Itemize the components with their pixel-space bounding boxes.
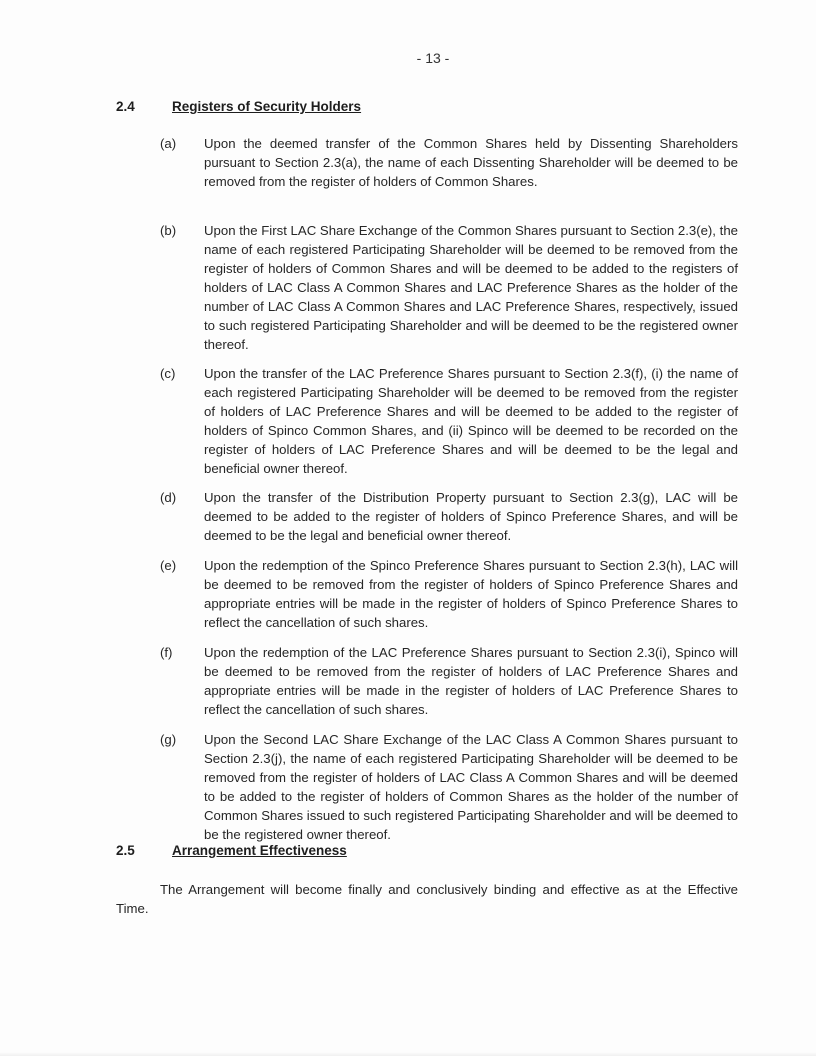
scan-edge	[0, 1052, 816, 1056]
clause-d	[160, 488, 738, 545]
clause-text: Upon the redemption of the Spinco Preference Shares pursuant to Section 2.3(h), LAC will be deemed to be removed from the register of holders of Spinco Preference Shares and appropriate entries will be made in the register of holders of Spinco Preference Shares to reflect the cancellation of such shares.	[204, 558, 738, 630]
clause-f	[160, 643, 738, 719]
clause-text: Upon the deemed transfer of the Common Shares held by Dissenting Shareholders pursuant to Section 2.3(a), the name of each Dissenting Shareholder will be deemed to be removed from the register of holders of Common Shares.	[204, 136, 738, 189]
clause-label: (c)	[160, 366, 176, 381]
clause-label: (g)	[160, 732, 177, 747]
clause-text: Upon the redemption of the LAC Preference Shares pursuant to Section 2.3(i), Spinco will be deemed to be removed from the register of holders of LAC Preference Shares and appropriate entries will be made in the register of holders of LAC Preference Shares to reflect the cancellation of such shares.	[204, 645, 738, 717]
clause-a	[160, 134, 738, 191]
clause-c	[160, 364, 738, 478]
page-number: - 13 -	[416, 50, 450, 66]
clause-label: (d)	[160, 490, 177, 505]
clause-g	[160, 730, 738, 844]
clause-e	[160, 556, 738, 632]
clause-text: Upon the transfer of the Distribution Property pursuant to Section 2.3(g), LAC will be deemed to be added to the register of holders of Spinco Preference Shares, and will be deemed to be the legal and beneficial owner thereof.	[204, 490, 738, 543]
section-title: Arrangement Effectiveness	[172, 843, 347, 858]
clause-text: Upon the transfer of the LAC Preference Shares pursuant to Section 2.3(f), (i) the name of each registered Participating Shareholder will be deemed to be removed from the register of holders of LAC Preference Shares and will be deemed to be added to the register of holders of Spinco Common Shares, and (ii) Spinco will be deemed to be recorded on the register of holders of LAC Preference Shares and will be deemed to be the legal and beneficial owner thereof.	[204, 366, 738, 476]
clause-label: (a)	[160, 136, 177, 151]
clause-label: (e)	[160, 558, 177, 573]
clause-b	[160, 221, 738, 354]
section-number: 2.5	[116, 843, 135, 858]
section-heading-2-5	[116, 843, 347, 858]
clause-label: (f)	[160, 645, 173, 660]
clause-text: Upon the First LAC Share Exchange of the Common Shares pursuant to Section 2.3(e), the name of each registered Participating Shareholder will be deemed to be removed from the register of holders of Common Shares and will be deemed to be added to the registers of holders of LAC Class A Common Shares and LAC Preference Shares as the holder of the number of LAC Class A Common Shares and LAC Preference Shares, respectively, issued to such registered Participating Shareholder and will be deemed to be the registered owner thereof.	[204, 223, 738, 352]
clause-label: (b)	[160, 223, 177, 238]
clause-text: Upon the Second LAC Share Exchange of the LAC Class A Common Shares pursuant to Section 2.3(j), the name of each registered Participating Shareholder will be deemed to be removed from the register of holders of LAC Class A Common Shares and will be deemed to be added to the register of holders of Common Shares as the holder of the number of Common Shares issued to such registered Participating Shareholder and will be deemed to be the registered owner thereof.	[204, 732, 738, 842]
section-2-5-body: The Arrangement will become finally and conclusively binding and effective as at the Effective Time.	[116, 882, 738, 916]
section-title: Registers of Security Holders	[172, 99, 362, 114]
section-heading-2-4	[116, 99, 361, 114]
section-number: 2.4	[116, 99, 135, 114]
